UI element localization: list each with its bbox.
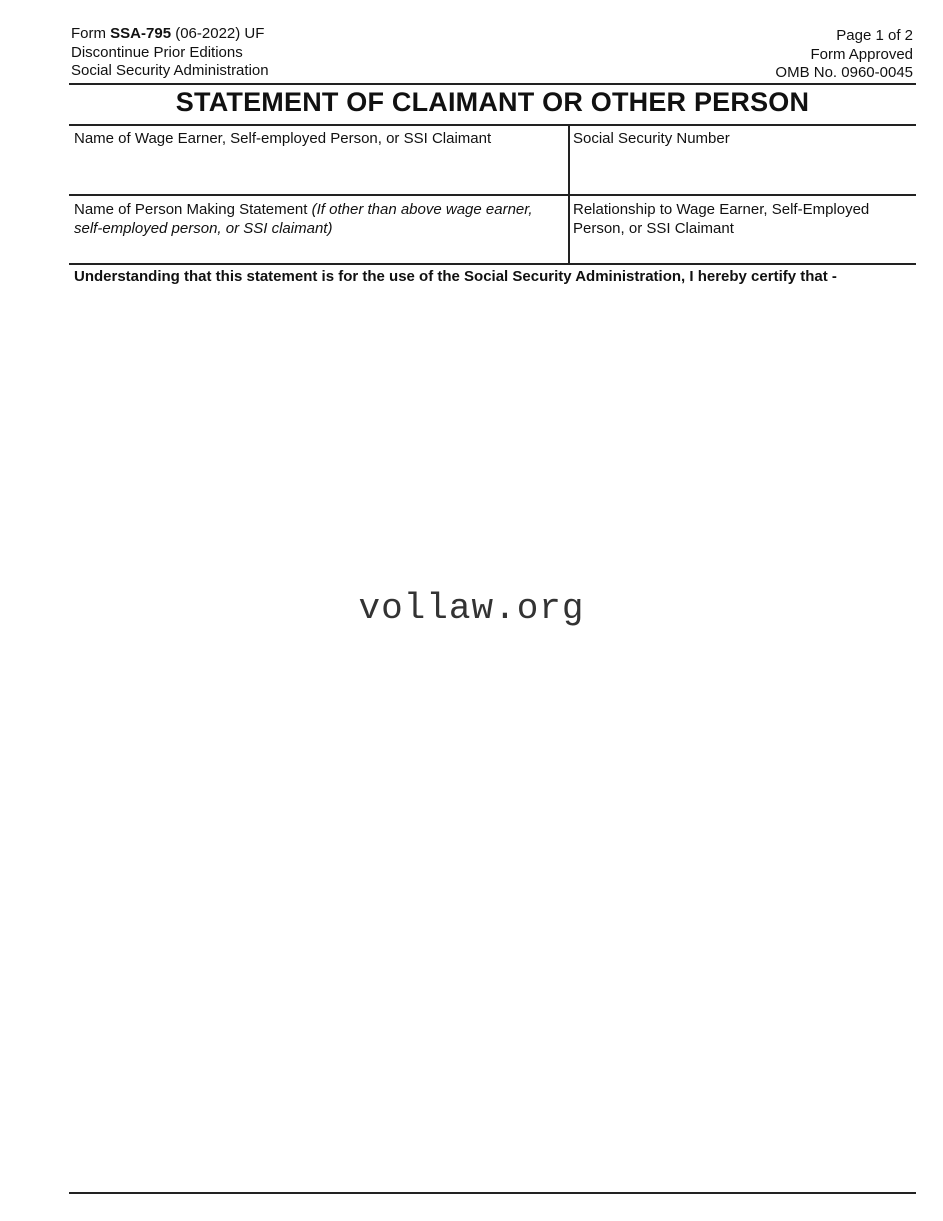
relationship-field[interactable]	[573, 200, 893, 238]
page-title: STATEMENT OF CLAIMANT OR OTHER PERSON	[175, 87, 810, 117]
row-divider	[69, 194, 916, 196]
header-divider	[69, 83, 916, 85]
watermark: vollaw.org	[358, 588, 585, 629]
table-top-border	[69, 124, 916, 126]
wage-earner-name-field[interactable]	[74, 129, 554, 148]
form-approval-info	[775, 27, 913, 83]
approval-status: Form Approved	[810, 45, 913, 63]
omb-number: OMB No. 0960-0045	[775, 64, 913, 81]
statement-maker-name-field[interactable]	[74, 200, 559, 238]
relationship-label: Relationship to Wage Earner, Self-Employed Person, or SSI Claimant	[573, 201, 870, 237]
form-identification	[71, 25, 269, 81]
ssn-label: Social Security Number	[573, 130, 730, 147]
page-indicator: Page 1 of 2	[836, 27, 913, 44]
statement-body-area[interactable]	[69, 290, 916, 1185]
agency-name: Social Security Administration	[71, 62, 269, 79]
certification-text: Understanding that this statement is for the use of the Social Security Administration, I hereby certify that -	[74, 268, 837, 285]
footer-divider	[69, 1192, 916, 1194]
form-edition: (06-2022) UF	[171, 25, 265, 42]
form-prefix: Form	[71, 25, 111, 42]
ssn-field[interactable]	[573, 129, 903, 148]
discontinue-notice: Discontinue Prior Editions	[71, 43, 243, 61]
statement-maker-name-label: Name of Person Making Statement	[74, 201, 312, 218]
form-number-line	[71, 25, 269, 44]
column-divider	[568, 124, 570, 264]
form-number: SSA-795	[110, 25, 172, 42]
table-bottom-border	[69, 263, 916, 265]
statement-maker-name-note: (If other than above wage earner, self-employed person, or SSI claimant)	[74, 201, 533, 237]
wage-earner-name-label: Name of Wage Earner, Self-employed Person, or SSI Claimant	[74, 130, 492, 147]
